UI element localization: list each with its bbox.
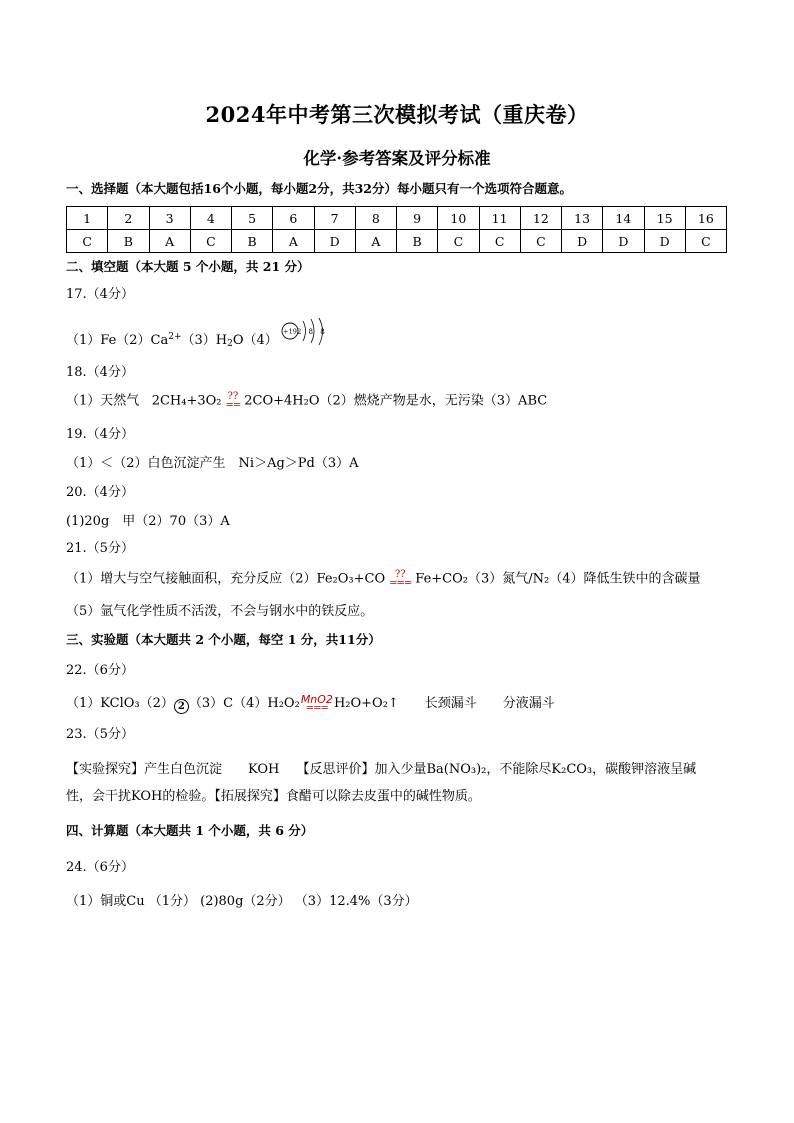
question-number-cell: 16 [685, 207, 726, 230]
answer-cell: C [438, 230, 479, 253]
section3-heading: 三、实验题（本大题共 2 个小题，每空 1 分，共11分） [66, 632, 381, 647]
q18-label: 18.（4分） [66, 365, 134, 380]
q21-label: 21.（5分） [66, 541, 134, 556]
page-subtitle: 化学·参考答案及评分标准 [303, 149, 491, 168]
question-number-cell: 4 [190, 207, 231, 230]
page-title: 2024年中考第三次模拟考试（重庆卷） [205, 102, 589, 127]
q17-label: 17.（4分） [66, 287, 134, 302]
answer-cell: D [603, 230, 644, 253]
q21-answer-line2: （5）氩气化学性质不活泼，不会与钢水中的铁反应。 [66, 604, 374, 619]
answer-cell: C [685, 230, 726, 253]
q23-label: 23.（5分） [66, 727, 134, 742]
answer-cell: B [232, 230, 273, 253]
svg-text:2 8 8: 2 8 8 [296, 328, 328, 336]
question-number-cell: 2 [108, 207, 149, 230]
q17-answer: $(1)Fe(2)Ca^{2+}(3)H_2O(4)$ [66, 332, 278, 349]
question-number-cell: 8 [355, 207, 396, 230]
section4-heading: 四、计算题（本大题共 1 个小题，共 6 分） [66, 823, 314, 838]
answer-cell: A [355, 230, 396, 253]
question-number-cell: 13 [562, 207, 603, 230]
q19-answer: （1）＜（2）白色沉淀产生 Ni＞Ag＞Pd（3）A [66, 456, 359, 471]
answer-cell: D [314, 230, 355, 253]
question-number-cell: 10 [438, 207, 479, 230]
reaction-condition: ?? === [389, 569, 412, 589]
reaction-condition: ?? == [225, 391, 241, 411]
answer-cell: C [67, 230, 108, 253]
question-number-cell: 11 [479, 207, 520, 230]
question-number-cell: 5 [232, 207, 273, 230]
q24-answer: （1）铜或Cu （1分） (2)80g（2分） （3）12.4%（3分） [66, 894, 418, 909]
q23-answer-line1: 【实验探究】产生白色沉淀 KOH 【反思评价】加入少量Ba(NO₃)₂，不能除尽K₂CO₃，碳酸钾溶液呈碱 [66, 762, 697, 777]
svg-text:+19: +19 [283, 327, 297, 336]
answer-cell: D [562, 230, 603, 253]
circled-number-2: 2 [174, 699, 189, 714]
q23-answer-line2: 性，会干扰KOH的检验。【拓展探究】食醋可以除去皮蛋中的碱性物质。 [66, 789, 481, 804]
question-number-cell: 9 [397, 207, 438, 230]
answer-cell: A [149, 230, 190, 253]
q22-label: 22.（6分） [66, 663, 134, 678]
answer-table-answer-row [67, 230, 727, 253]
question-number-cell: 7 [314, 207, 355, 230]
q22-answer: （1）KClO₃（2） 2 （3）C（4）H₂O₂ MnO2 === H₂O+O₂↑ 长颈漏斗 分液漏斗 [66, 693, 555, 714]
answer-cell: C [520, 230, 561, 253]
answer-table-number-row [67, 207, 727, 230]
q20-label: 20.（4分） [66, 485, 134, 500]
answer-cell: B [108, 230, 149, 253]
answer-cell: A [273, 230, 314, 253]
potassium-atom-structure-diagram [281, 317, 331, 347]
question-number-cell: 6 [273, 207, 314, 230]
q21-answer: （1）增大与空气接触面积，充分反应（2）Fe₂O₃+CO ?? === Fe+CO₂（3）氮气/N₂（4）降低生铁中的含碳量 [66, 569, 701, 589]
question-number-cell: 3 [149, 207, 190, 230]
answer-cell: C [479, 230, 520, 253]
answer-cell: D [644, 230, 685, 253]
q20-answer: (1)20g 甲（2）70（3）A [66, 514, 230, 529]
question-number-cell: 15 [644, 207, 685, 230]
answer-cell: C [190, 230, 231, 253]
q24-label: 24.（6分） [66, 860, 134, 875]
question-number-cell: 1 [67, 207, 108, 230]
q19-label: 19.（4分） [66, 427, 134, 442]
section1-heading: 一、选择题（本大题包括16个小题，每小题2分，共32分）每小题只有一个选项符合题意。 [66, 181, 572, 196]
question-number-cell: 14 [603, 207, 644, 230]
q18-answer: （1）天然气 2CH₄+3O₂ ?? == 2CO+4H₂O（2）燃烧产物是水，无污染（3）ABC [66, 391, 548, 411]
reaction-condition: MnO2 === [300, 693, 333, 714]
answer-table [66, 206, 727, 253]
section2-heading: 二、填空题（本大题 5 个小题，共 21 分） [66, 259, 310, 274]
question-number-cell: 12 [520, 207, 561, 230]
answer-cell: B [397, 230, 438, 253]
